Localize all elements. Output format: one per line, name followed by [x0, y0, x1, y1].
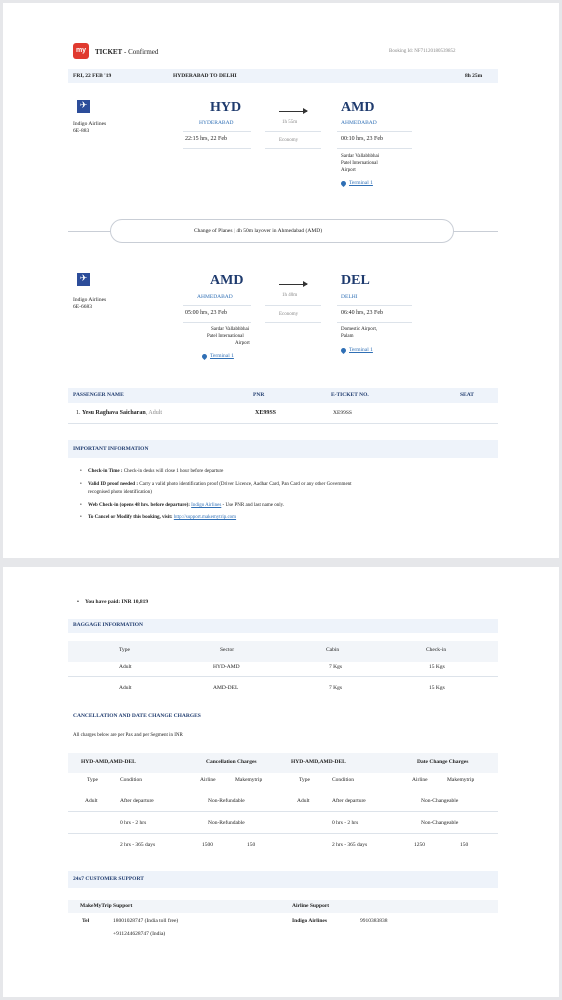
mmt-tel-1[interactable]: 18001028747 (India toll free): [113, 918, 179, 924]
ticket-status: - Confirmed: [122, 48, 159, 56]
divider: [337, 322, 412, 323]
arrow-right-icon: [279, 111, 307, 112]
info-checkin-time: • Check-in Time : Check-in desks will close 1 hour before departure: [88, 469, 223, 474]
baggage-sector-header: Sector: [220, 647, 235, 653]
eticket-header: E-TICKET NO.: [331, 392, 369, 398]
arrow-right-icon: [279, 284, 307, 285]
passenger-number: 1.: [76, 410, 81, 416]
info-id-proof: • Valid ID proof needed : Carry a valid photo identification proof (Driver Licence, Aadhar Card, Pan Card or any other Government: [88, 482, 352, 487]
segment1-flight: 6E-883: [73, 128, 90, 134]
change-sector: HYD-AMD,AMD-DEL: [291, 759, 346, 765]
journey-date: FRI, 22 FEB '19: [73, 73, 112, 79]
divider: [68, 423, 498, 424]
divider: [337, 148, 412, 149]
segment2-to-city: DELHI: [341, 294, 358, 300]
segment2-cabin: Economy: [279, 312, 299, 317]
cancel-mmt-header: Makemytrip: [235, 777, 263, 783]
divider: [265, 305, 321, 306]
airline-support-phone[interactable]: 9910383838: [360, 918, 388, 924]
tel-label: Tel: [82, 918, 90, 924]
pnr-header: PNR: [253, 392, 265, 398]
cancel-row3-mmt: 150: [247, 842, 256, 848]
segment2-from-code: AMD: [210, 273, 244, 288]
segment1-duration: 1h 55m: [282, 120, 298, 125]
baggage-row1-type: Adult: [119, 664, 132, 670]
segment2-from-terminal-link[interactable]: Terminal 1: [210, 353, 234, 359]
baggage-row1-checkin: 15 Kgs: [429, 664, 445, 670]
info-web-checkin: • Web Check-in (opens 48 hrs. before departure): Indigo Airlines - Use PNR and last name only.: [88, 503, 284, 508]
seat-header: SEAT: [460, 392, 474, 398]
divider: [265, 148, 321, 149]
journey-duration: 8h 25m: [465, 73, 483, 79]
cancel-row3-airline: 1500: [202, 842, 213, 848]
baggage-row1-cabin: 7 Kgs: [329, 664, 342, 670]
passenger-name-header: PASSENGER NAME: [73, 392, 124, 398]
support-header-band: [68, 900, 498, 913]
divider: [183, 131, 251, 132]
baggage-type-header: Type: [119, 647, 130, 653]
change-row2-charge: Non-Changeable: [421, 820, 459, 826]
cancel-row1-condition: After departure: [120, 798, 154, 804]
passenger-header-band: [68, 388, 498, 403]
layover-label: Change of Planes | 4h 50m layover in Ahmedabad (AMD): [194, 228, 323, 234]
cancel-type-header: Type: [87, 777, 98, 783]
segment2-to-airport-line2: Palam: [341, 334, 354, 339]
segment1-from-code: HYD: [210, 100, 242, 115]
layover-detail: 4h 50m layover in Ahmedabad (AMD): [236, 228, 323, 234]
location-pin-icon: [340, 180, 347, 187]
segment2-to-airport-line1: Domestic Airport,: [341, 327, 378, 332]
cancel-row3-condition: 2 hrs - 365 days: [120, 842, 156, 848]
airline-support-name: Indigo Airlines: [292, 918, 327, 924]
journey-band: [68, 69, 498, 83]
change-airline-header: Airline: [412, 777, 428, 783]
segment1-from-city: HYDERABAD: [199, 120, 234, 126]
segment1-to-city: AHMEDABAD: [341, 120, 377, 126]
segment2-from-city: AHMEDABAD: [197, 294, 233, 300]
location-pin-icon: [201, 353, 208, 360]
segment2-duration: 1h 40m: [282, 293, 298, 298]
amount-paid: • You have paid: INR 10,819: [85, 599, 148, 605]
change-mmt-header: Makemytrip: [447, 777, 475, 783]
ticket-title: [95, 48, 158, 56]
divider: [183, 148, 251, 149]
change-row2-condition: 0 hrs - 2 hrs: [332, 820, 359, 826]
divider: [337, 131, 412, 132]
passenger-eticket: XE99SS: [333, 410, 352, 416]
booking-id: Booking Id: NF7112018053985​2: [389, 49, 456, 54]
ticket-label: TICKET: [95, 48, 123, 56]
change-row1-condition: After departure: [332, 798, 366, 804]
segment2-from-airport-line3: Airport: [235, 341, 250, 346]
mmt-support-title: MakeMyTrip Support: [80, 903, 133, 909]
location-pin-icon: [340, 347, 347, 354]
info-id-proof-continued: recognised photo identification): [88, 490, 152, 495]
change-row3-condition: 2 hrs - 365 days: [332, 842, 368, 848]
airplane-icon: ✈: [77, 273, 90, 286]
segment1-to-airport-line2: Patel International: [341, 161, 378, 166]
info-cancel-modify: • To Cancel or Modify this booking, visit: http://support.makemytrip.com: [88, 515, 236, 520]
segment1-to-code: AMD: [341, 100, 375, 115]
baggage-title: BAGGAGE INFORMATION: [73, 622, 144, 628]
segment1-cabin: Economy: [279, 138, 299, 143]
makemytrip-logo: my: [73, 43, 89, 59]
divider: [68, 833, 498, 834]
mmt-tel-2[interactable]: +911244628747 (India): [113, 931, 166, 937]
baggage-row2-checkin: 15 Kgs: [429, 685, 445, 691]
divider: [265, 131, 321, 132]
divider: [68, 811, 498, 812]
change-type-header: Type: [299, 777, 310, 783]
baggage-row2-sector: AMD-DEL: [213, 685, 239, 691]
divider: [337, 305, 412, 306]
cancel-sector: HYD-AMD,AMD-DEL: [81, 759, 136, 765]
segment1-to-airport-line1: Sardar Vallabhbhai: [341, 154, 380, 159]
segment2-from-airport-line2: Patel International: [207, 334, 244, 339]
baggage-row2-type: Adult: [119, 685, 132, 691]
passenger-name: Yesu Raghava Saicharan: [82, 410, 146, 416]
cancel-airline-header: Airline: [200, 777, 216, 783]
segment2-to-terminal-link[interactable]: Terminal 1: [349, 347, 373, 353]
segment2-to-time: 06:40 hrs, 23 Feb: [341, 310, 383, 316]
change-row3-mmt: 150: [460, 842, 469, 848]
cancel-charges-title: Cancellation Charges: [206, 759, 257, 765]
passenger-row: [76, 410, 162, 416]
segment2-airline: Indigo Airlines: [73, 297, 107, 303]
change-condition-header: Condition: [332, 777, 355, 783]
cancel-row2-condition: 0 hrs - 2 hrs: [120, 820, 147, 826]
ticket-page-2: [3, 567, 559, 997]
cancel-condition-header: Condition: [120, 777, 143, 783]
segment1-from-time: 22:15 hrs, 22 Feb: [185, 136, 227, 142]
passenger-type: , Adult: [145, 410, 163, 416]
ticket-page-1: [3, 3, 559, 558]
segment1-to-terminal-link[interactable]: Terminal 1: [349, 180, 373, 186]
segment2-from-time: 05:00 hrs, 23 Feb: [185, 310, 227, 316]
baggage-row1-sector: HYD-AMD: [213, 664, 240, 670]
cancel-row1-charge: Non-Refundable: [208, 798, 245, 804]
segment2-to-code: DEL: [341, 273, 370, 288]
segment2-flight: 6E-6683: [73, 304, 92, 310]
change-row3-airline: 1250: [414, 842, 425, 848]
baggage-checkin-header: Check-in: [426, 647, 447, 653]
journey-route: HYDERABAD TO DELHI: [173, 73, 237, 79]
support-title: 24x7 CUSTOMER SUPPORT: [73, 876, 144, 882]
support-link[interactable]: http://support.makemytrip.com: [173, 515, 237, 520]
divider: [68, 676, 498, 677]
segment2-from-airport-line1: Sardar Vallabhbhai: [211, 327, 250, 332]
segment1-to-time: 00:10 hrs, 23 Feb: [341, 136, 383, 142]
divider: [183, 305, 251, 306]
cancel-row1-type: Adult: [85, 798, 98, 804]
airline-support-title: Airline Support: [292, 903, 330, 909]
segment1-to-airport-line3: Airport: [341, 168, 356, 173]
indigo-checkin-link[interactable]: Indigo Airlines: [191, 503, 222, 508]
change-charges-title: Date Change Charges: [417, 759, 469, 765]
segment1-airline: Indigo Airlines: [73, 121, 107, 127]
cancel-row2-charge: Non-Refundable: [208, 820, 245, 826]
divider: [183, 322, 251, 323]
divider: [265, 322, 321, 323]
baggage-cabin-header: Cabin: [326, 647, 340, 653]
change-row1-charge: Non-Changeable: [421, 798, 459, 804]
important-title: IMPORTANT INFORMATION: [73, 446, 149, 452]
airplane-icon: ✈: [77, 100, 90, 113]
passenger-pnr: XE99SS: [255, 410, 277, 416]
layover-title: Change of Planes: [194, 228, 233, 234]
cancellation-note: All charges below are per Pax and per Segment in INR: [73, 733, 183, 738]
change-row1-type: Adult: [297, 798, 310, 804]
cancellation-title: CANCELLATION AND DATE CHANGE CHARGES: [73, 713, 201, 719]
baggage-row2-cabin: 7 Kgs: [329, 685, 342, 691]
